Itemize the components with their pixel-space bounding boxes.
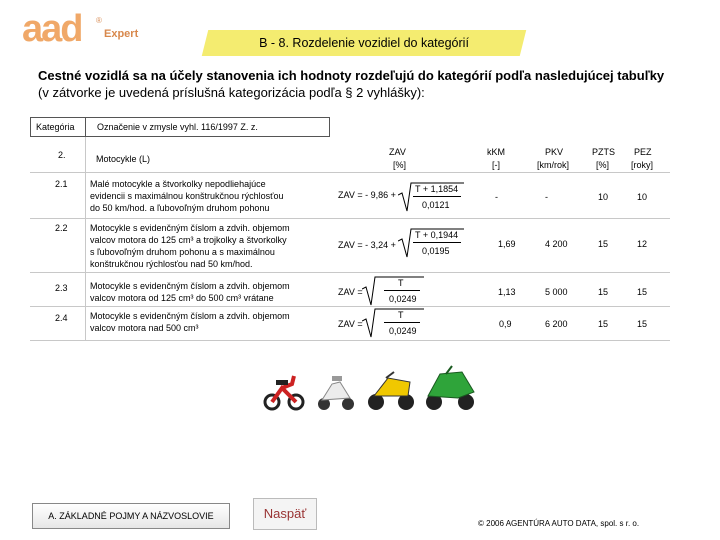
row-2-4-pkv: 6 200	[545, 319, 568, 329]
logo-registered-mark: ®	[96, 16, 102, 25]
row-2-1-desc-line: evidencii s maximálnou konštrukčnou rýchlosťou	[90, 191, 284, 201]
row-divider	[30, 306, 670, 307]
group-name: Motocykle (L)	[96, 154, 151, 164]
row-2-4-desc-line: Motocykle s evidenčným číslom a zdvih. objemom	[90, 311, 290, 321]
row-2-4-code: 2.4	[55, 313, 68, 323]
row-2-1-pkv: -	[545, 192, 548, 202]
intro-bold-text: Cestné vozidlá sa na účely stanovenia ich hodnoty rozdeľujú do kategórií podľa nasledujúcej tabuľky	[38, 68, 665, 83]
column-divider	[85, 137, 86, 340]
row-2-3-fraction-bar	[384, 290, 420, 291]
green-motorcycle-image	[426, 366, 474, 410]
col-kkm: kKM	[487, 147, 505, 157]
row-2-3-pez: 15	[637, 287, 648, 297]
row-2-3-fraction-denominator: 0,0249	[389, 294, 417, 304]
row-2-1-fraction-numerator: T + 1,1854	[415, 184, 459, 194]
logo-sub-text: Expert	[104, 28, 139, 40]
row-2-3-fraction-numerator: T	[398, 278, 404, 288]
back-button[interactable]: Naspäť	[253, 498, 317, 530]
col-pzts: PZTS	[592, 147, 616, 157]
yellow-motorcycle-image	[368, 372, 414, 410]
nav-basic-terms-button[interactable]: A. ZÁKLADNÉ POJMY A NÁZVOSLOVIE	[32, 503, 230, 529]
row-2-2-fraction-numerator: T + 0,1944	[415, 230, 459, 240]
intro-paragraph	[38, 67, 678, 101]
row-2-1-pez: 10	[637, 192, 648, 202]
col-pkv: PKV	[545, 147, 564, 157]
col-kkm-unit: [-]	[492, 160, 500, 170]
moped-image	[265, 376, 303, 409]
row-2-2-code: 2.2	[55, 223, 68, 233]
row-2-1-desc-line: Malé motocykle a štvorkolky nepodliehajúce	[90, 179, 266, 189]
vehicle-images	[262, 362, 478, 412]
col-zav-unit: [%]	[393, 160, 407, 170]
row-2-4-fraction-numerator: T	[398, 310, 404, 320]
row-2-1-pzts: 10	[598, 192, 609, 202]
row-2-1-kkm: -	[495, 192, 498, 202]
intro-normal-text: (v zátvorke je uvedená príslušná kategorizácia podľa § 2 vyhlášky):	[38, 85, 425, 100]
row-divider	[30, 218, 670, 219]
header-category: Kategória	[36, 122, 75, 132]
row-2-3-zav-prefix: ZAV =	[338, 287, 363, 297]
row-2-1-fraction-bar	[413, 196, 461, 197]
row-2-2-desc-line: s ľubovoľným druhom pohonu a s maximálnou	[90, 247, 275, 257]
row-divider	[30, 340, 670, 341]
row-2-1-fraction-denominator: 0,0121	[422, 200, 450, 210]
row-2-2-fraction-bar	[413, 242, 461, 243]
aad-expert-logo	[22, 8, 139, 50]
row-2-4-pez: 15	[637, 319, 648, 329]
row-2-1-code: 2.1	[55, 179, 68, 189]
row-2-4-fraction-denominator: 0,0249	[389, 326, 417, 336]
page-title: B - 8. Rozdelenie vozidiel do kategórií	[259, 36, 469, 50]
row-2-3-kkm: 1,13	[498, 287, 516, 297]
row-2-4-zav-prefix: ZAV =	[338, 319, 363, 329]
scooter-image	[318, 376, 354, 410]
row-2-3-code: 2.3	[55, 283, 68, 293]
header-divider	[85, 117, 86, 137]
row-2-3-desc-line: valcov motora od 125 cm³ do 500 cm³ vrátane	[90, 293, 274, 303]
row-2-2-pkv: 4 200	[545, 239, 568, 249]
row-2-4-fraction-bar	[384, 322, 420, 323]
col-pkv-unit: [km/rok]	[537, 160, 570, 170]
row-divider	[30, 272, 670, 273]
row-2-2-pzts: 15	[598, 239, 609, 249]
row-2-2-kkm: 1,69	[498, 239, 516, 249]
row-2-2-desc-line: Motocykle s evidenčným číslom a zdvih. objemom	[90, 223, 290, 233]
row-2-1-desc-line: do 50 km/hod. a ľubovoľným druhom pohonu	[90, 203, 270, 213]
row-divider	[30, 172, 670, 173]
row-2-2-fraction-denominator: 0,0195	[422, 246, 450, 256]
row-2-4-pzts: 15	[598, 319, 609, 329]
header-designation: Označenie v zmysle vyhl. 116/1997 Z. z.	[97, 122, 258, 132]
row-2-2-desc-line: konštrukčnou rýchlosťou nad 50 km/hod.	[90, 259, 253, 269]
row-2-3-pkv: 5 000	[545, 287, 568, 297]
col-pzts-unit: [%]	[596, 160, 610, 170]
row-2-3-pzts: 15	[598, 287, 609, 297]
copyright-text: © 2006 AGENTÚRA AUTO DATA, spol. s r. o.	[478, 519, 640, 528]
group-code: 2.	[58, 150, 66, 160]
row-2-4-kkm: 0,9	[499, 319, 512, 329]
row-2-3-desc-line: Motocykle s evidenčným číslom a zdvih. objemom	[90, 281, 290, 291]
row-2-4-desc-line: valcov motora nad 500 cm³	[90, 323, 199, 333]
row-2-2-zav-prefix: ZAV = - 3,24 +	[338, 240, 396, 250]
col-pez-unit: [roky]	[631, 160, 654, 170]
col-pez: PEZ	[634, 147, 652, 157]
logo-main-text: aad	[22, 8, 82, 50]
row-2-2-desc-line: valcov motora do 125 cm³ a trojkolky a štvorkolky	[90, 235, 287, 245]
col-zav: ZAV	[389, 147, 406, 157]
row-2-1-zav-prefix: ZAV = - 9,86 +	[338, 190, 396, 200]
row-2-2-pez: 12	[637, 239, 648, 249]
